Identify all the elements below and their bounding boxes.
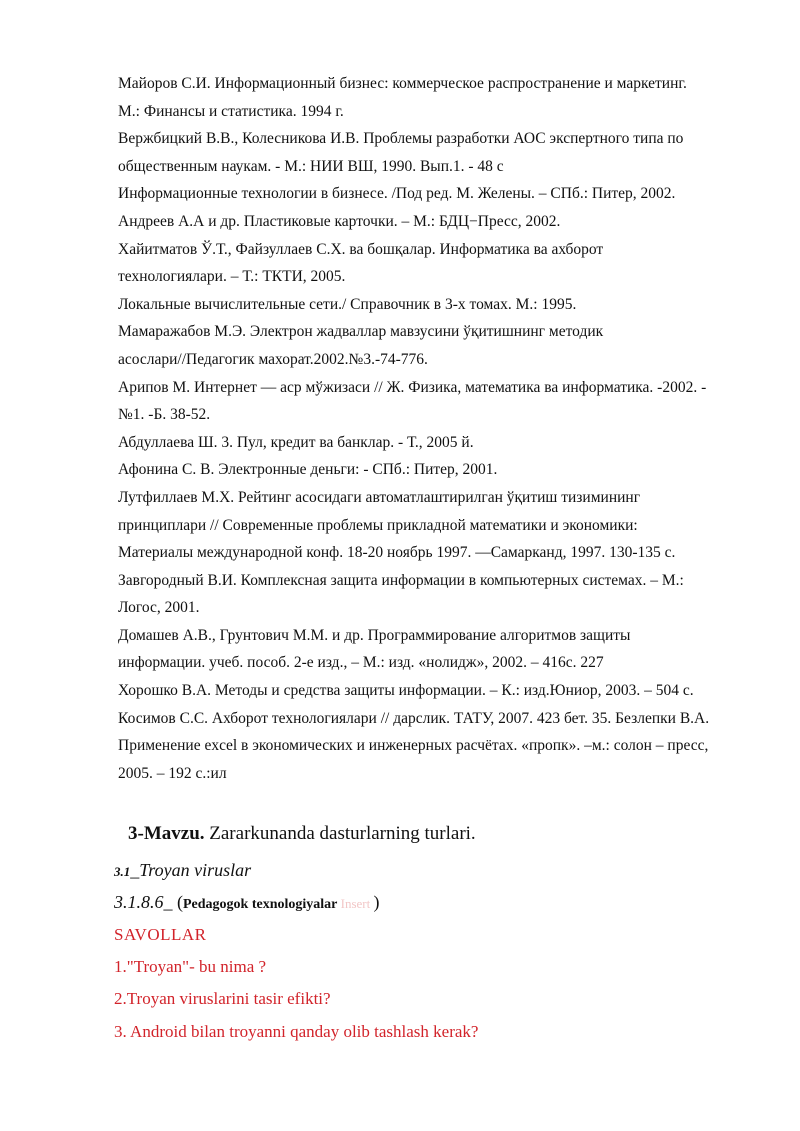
reference-line: Завгородный В.И. Комплексная защита информации в компьютерных системах. – М.:: [118, 571, 684, 589]
pedagogy-label: Pedagogok texnologiyalar: [183, 897, 338, 912]
paren-close: ): [373, 892, 380, 912]
topic-title: Zararkunanda dasturlarning turlari.: [204, 823, 476, 844]
reference-line: 2005. – 192 с.:ил: [118, 764, 227, 782]
reference-line: общественным наукам. - М.: НИИ ВШ, 1990. Вып.1. - 48 с: [118, 157, 504, 175]
reference-line: Локальные вычислительные сети./ Справочник в 3-х томах. М.: 1995.: [118, 295, 577, 313]
subsection-heading-pedagogy: [114, 892, 380, 913]
reference-line: Логос, 2001.: [118, 599, 200, 617]
topic-heading: [128, 823, 476, 845]
question-item: 2.Troyan viruslarini tasir efikti?: [114, 989, 331, 1008]
reference-line: №1. -Б. 38-52.: [118, 406, 211, 424]
reference-line: Информационные технологии в бизнесе. /Под ред. М. Желены. – СПб.: Питер, 2002.: [118, 185, 676, 203]
reference-line: Арипов М. Интернет — аср мўжизаси // Ж. Физика, математика ва информатика. -2002. -: [118, 378, 707, 396]
subsection-number: 3.1: [114, 864, 131, 879]
question-item: 1."Troyan"- bu nima ?: [114, 957, 267, 976]
reference-line: принциплари // Современные проблемы прикладной математики и экономики:: [118, 516, 638, 534]
subsection-title: _Troyan viruslar: [130, 860, 252, 880]
subsection-heading-troyan: [114, 860, 251, 881]
reference-list: [118, 70, 758, 787]
reference-line: информации. учеб. пособ. 2-е изд., – М.: изд. «нолидж», 2002. – 416с. 227: [118, 654, 604, 672]
reference-line: М.: Финансы и статистика. 1994 г.: [118, 102, 344, 120]
reference-line: Материалы международной конф. 18-20 ноябрь 1997. —Самарканд, 1997. 130-135 с.: [118, 544, 676, 562]
reference-line: Косимов С.С. Ахборот технологиялари // дарслик. ТАТУ, 2007. 423 бет. 35. Безлепки В.А.: [118, 709, 710, 727]
faint-insert-text: Insert: [337, 896, 374, 911]
reference-line: Мамаражабов М.Э. Электрон жадваллар мавзусини ўқитишнинг методик: [118, 323, 604, 341]
reference-line: Вержбицкий В.В., Колесникова И.В. Проблемы разработки АОС экспертного типа по: [118, 130, 684, 148]
reference-line: технологиялари. – Т.: ТКТИ, 2005.: [118, 268, 346, 286]
reference-line: Хайитматов Ў.Т., Файзуллаев С.Х. ва бошқалар. Информатика ва ахборот: [118, 240, 604, 258]
reference-line: Хорошко В.А. Методы и средства защиты информации. – К.: изд.Юниор, 2003. – 504 с.: [118, 682, 694, 700]
reference-line: Абдуллаева Ш. 3. Пул, кредит ва банклар. - Т., 2005 й.: [118, 433, 474, 451]
reference-line: Афонина С. В. Электронные деньги: - СПб.: Питер, 2001.: [118, 461, 498, 479]
question-item: 3. Android bilan troyanni qanday olib tashlash kerak?: [114, 1022, 479, 1041]
reference-line: Андреев А.А и др. Пластиковые карточки. – М.: БДЦ−Пресс, 2002.: [118, 212, 561, 230]
reference-line: Домашев А.В., Грунтович М.М. и др. Программирование алгоритмов защиты: [118, 626, 631, 644]
reference-line: Лутфиллаев М.Х. Рейтинг асосидаги автоматлаштирилган ўқитиш тизимининг: [118, 488, 641, 506]
reference-line: Применение excel в экономических и инженерных расчётах. «пропк». –м.: солон – пресс,: [118, 737, 709, 755]
subsection-number: 3.1.8.6_: [114, 892, 177, 912]
questions-heading: SAVOLLAR: [114, 925, 207, 944]
topic-number: 3-Mavzu.: [128, 823, 205, 844]
paren-open: (: [177, 892, 183, 912]
reference-line: асослари//Педагогик махорат.2002.№3.-74-776.: [118, 350, 428, 368]
reference-line: Майоров С.И. Информационный бизнес: коммерческое распространение и маркетинг.: [118, 75, 687, 92]
